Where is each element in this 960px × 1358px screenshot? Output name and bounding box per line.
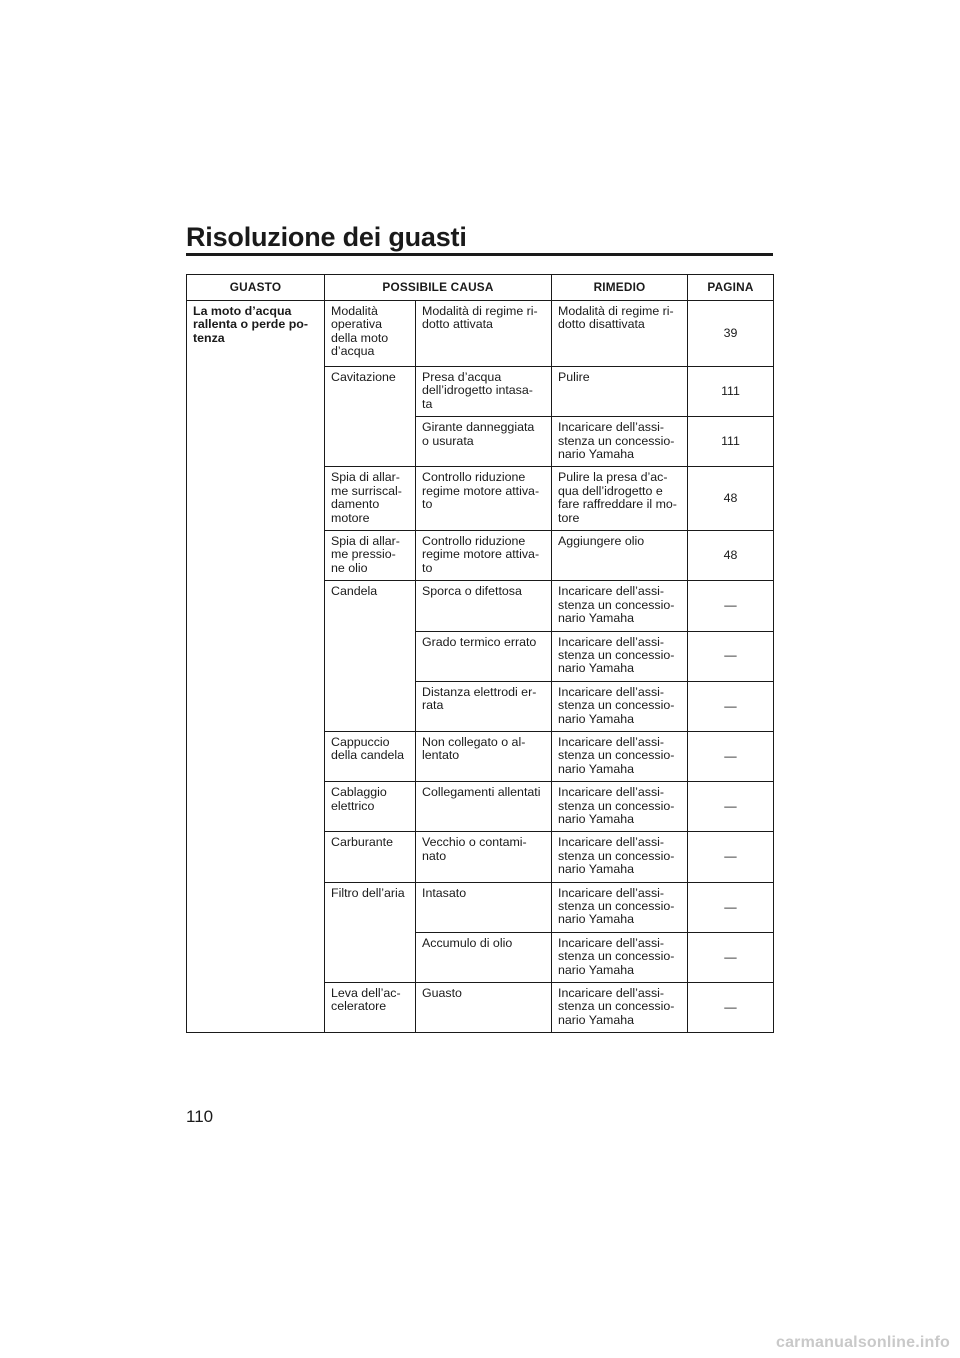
cause-detail-cell: Grado termico errato <box>416 631 552 681</box>
page-cell: 48 <box>688 467 774 531</box>
cause-cell: Filtro dell’aria <box>325 882 416 982</box>
cause-cell: Cappuccio della candela <box>325 731 416 781</box>
header-page: PAGINA <box>688 275 774 301</box>
cause-detail-cell: Presa d’acqua dell’idrogetto intasa- ta <box>416 367 552 417</box>
cause-detail-cell: Intasato <box>416 882 552 932</box>
remedy-cell: Incaricare dell’assi- stenza un concessio- nario Yamaha <box>552 832 688 882</box>
watermark: carmanualsonline.info <box>775 1334 950 1351</box>
cause-detail-cell: Girante danneggiata o usurata <box>416 417 552 467</box>
remedy-cell: Aggiungere olio <box>552 531 688 581</box>
cause-detail-cell: Controllo riduzione regime motore attiva- to <box>416 531 552 581</box>
page-cell: 48 <box>688 531 774 581</box>
cause-cell: Spia di allar- me pressio- ne olio <box>325 531 416 581</box>
cause-cell: Modalità operativa della moto d’acqua <box>325 301 416 367</box>
remedy-cell: Incaricare dell’assi- stenza un concessio- nario Yamaha <box>552 882 688 932</box>
page-title: Risoluzione dei guasti <box>186 222 467 252</box>
table-body <box>187 301 774 1033</box>
cause-cell: Cavitazione <box>325 367 416 467</box>
page-cell: — <box>688 983 774 1033</box>
page-cell: — <box>688 832 774 882</box>
page-cell: 39 <box>688 301 774 367</box>
remedy-cell: Modalità di regime ri- dotto disattivata <box>552 301 688 367</box>
table-row <box>187 301 774 367</box>
table-header-row <box>187 275 774 301</box>
page-cell: — <box>688 882 774 932</box>
page-cell: — <box>688 782 774 832</box>
header-remedy: RIMEDIO <box>552 275 688 301</box>
cause-detail-cell: Accumulo di olio <box>416 932 552 982</box>
remedy-cell: Incaricare dell’assi- stenza un concessio- nario Yamaha <box>552 417 688 467</box>
remedy-cell: Incaricare dell’assi- stenza un concessio- nario Yamaha <box>552 932 688 982</box>
cause-detail-cell: Guasto <box>416 983 552 1033</box>
cause-detail-cell: Sporca o difettosa <box>416 581 552 631</box>
cause-detail-cell: Distanza elettrodi er- rata <box>416 681 552 731</box>
remedy-cell: Incaricare dell’assi- stenza un concessio- nario Yamaha <box>552 631 688 681</box>
page-cell: — <box>688 932 774 982</box>
remedy-cell: Incaricare dell’assi- stenza un concessio- nario Yamaha <box>552 681 688 731</box>
cause-detail-cell: Non collegato o al- lentato <box>416 731 552 781</box>
cause-detail-cell: Controllo riduzione regime motore attiva- to <box>416 467 552 531</box>
header-fault: GUASTO <box>187 275 325 301</box>
troubleshooting-table <box>186 274 774 1033</box>
cause-cell: Carburante <box>325 832 416 882</box>
cause-detail-cell: Collegamenti allentati <box>416 782 552 832</box>
page-cell: 111 <box>688 367 774 417</box>
fault-cell: La moto d’acqua rallenta o perde po- tenza <box>187 301 325 1033</box>
header-cause: POSSIBILE CAUSA <box>325 275 552 301</box>
page-cell: — <box>688 581 774 631</box>
cause-detail-cell: Vecchio o contami- nato <box>416 832 552 882</box>
page-cell: 111 <box>688 417 774 467</box>
page-cell: — <box>688 731 774 781</box>
page-cell: — <box>688 681 774 731</box>
remedy-cell: Incaricare dell’assi- stenza un concessio- nario Yamaha <box>552 731 688 781</box>
title-rule <box>186 253 773 256</box>
remedy-cell: Incaricare dell’assi- stenza un concessio- nario Yamaha <box>552 782 688 832</box>
remedy-cell: Pulire <box>552 367 688 417</box>
cause-cell: Cablaggio elettrico <box>325 782 416 832</box>
page-number: 110 <box>186 1107 214 1126</box>
remedy-cell: Incaricare dell’assi- stenza un concessio- nario Yamaha <box>552 983 688 1033</box>
cause-detail-cell: Modalità di regime ri- dotto attivata <box>416 301 552 367</box>
page-cell: — <box>688 631 774 681</box>
remedy-cell: Incaricare dell’assi- stenza un concessio- nario Yamaha <box>552 581 688 631</box>
cause-cell: Leva dell’ac- celeratore <box>325 983 416 1033</box>
remedy-cell: Pulire la presa d’ac- qua dell’idrogetto e fare raffreddare il mo- tore <box>552 467 688 531</box>
cause-cell: Spia di allar- me surriscal- damento motore <box>325 467 416 531</box>
cause-cell: Candela <box>325 581 416 732</box>
